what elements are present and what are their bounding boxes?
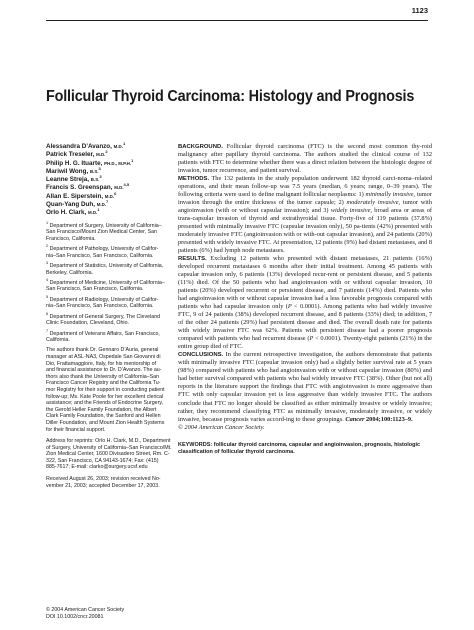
section-heading: BACKGROUND. [178, 144, 223, 150]
header-rule [46, 20, 428, 21]
abstract-conclusions: CONCLUSIONS. In the current retrospective investigation, the authors demonstrate that patients with minimally invasive FTC (capsular invasion only) had a slightly better survival rate at 5 years (98%) compared with patients who had angioinvasion with or without capsular invasion (80%) and had better survival compared with patients who had widely invasive FTC (38%). Other (but not all) reports in the literature support the findings that FTC with angioinvasion is more aggressive than FTC with only capsular invasion yet is less aggressive than widely invasive FTC. The authors conclude that FTC no longer should be classified as either minimally invasive or widely invasive; rather, they recommend classifying FTC as minimally invasive, moderately invasive, or widely invasive, because prognosis varies accord-ing to these groupings. Cancer 2004;100:1123–9. [178, 351, 432, 423]
author: Mariwil Wong, B.S.$^3$ [46, 165, 101, 175]
copyright-doi: © 2004 American Cancer Society DOI 10.1002/cncr.20081 [46, 607, 125, 620]
author: Alessandra D’Avanzo, M.D.$^1$ [46, 140, 126, 150]
author: Allan E. Siperstein, M.D.$^6$ [46, 190, 117, 200]
author: Francis S. Greenspan, M.D.$^{4,5}$ [46, 182, 130, 192]
section-heading: METHODS. [178, 176, 210, 183]
left-column [46, 140, 176, 489]
affiliation: $^2$ Department of Pathology, University of Califor- nia–San Francisco, San Francisco, California. [46, 244, 159, 259]
keywords: KEYWORDS: follicular thyroid carcinoma, capsular and angioinvasion, prognosis, histologic classification of follicular thyroid carcinoma. [178, 441, 421, 455]
received-dates: Received August 26, 2003; revision received No- vember 21, 2003; accepted December 17, 2003. [46, 476, 161, 489]
article-title: Follicular Thyroid Carcinoma: Histology and Prognosis [46, 88, 415, 105]
affiliation: $^7$ Department of Veterans Affairs, San Francisco, California. [46, 328, 160, 344]
author: Leanne Streja, B.S.$^3$ [46, 174, 102, 184]
author: Philip H. G. Ituarte, PH.D., M.P.H.$^1$ [46, 157, 134, 167]
abstract-methods: METHODS. The 132 patients in the study population underwent 182 thyroid carci-noma–related operations, and their mean follow-up was 7.5 years (median, 6 years; range, 0–39 years). The following criteria were used to define malignant follicular neoplasms: 1) minimally invasive, tumor invasion through the entire thickness of the tumor capsule; 2) moderately invasive, tumor with angioinvasion (with or without capsular invasion); and 3) widely invasive, broad area or areas of trans-capsular invasion of thyroid and extrathyroidal tissue. Forty-five of 119 patients (37.8%) presented with minimally invasive FTC (capsular invasion only), 50 pa-tients (42%) presented with moderately invasive FTC (angioinvasion with or with-out capsular invasion), and 24 patients (20%) presented with widely invasive FTC. At presentation, 12 patients (9%) had distant metastases, and 8 patients (6%) had lymph node metastases. [178, 175, 432, 255]
abstract-copyright: © 2004 American Cancer Society. [178, 423, 265, 431]
author: Quan-Yang Duh, M.D.$^7$ [46, 198, 109, 209]
section-heading: CONCLUSIONS. [178, 352, 224, 359]
affiliation: $^6$ Department of General Surgery, The Cleveland Clinic Foundation, Cleveland, Ohio. [46, 311, 161, 327]
author: Patrick Treseler, M.D.$^2$ [46, 149, 108, 159]
acknowledgment: The authors thank Dr. Gennaro D’Auria, general manager at ASL-NA3, Ospedale San Giovanni di Dio, Frattamaggiore, Italy, for his mentorship of and financial assistance to Dr. D’Avanzo. The au- thors also thank the University of California–San Francisco Cancer Registry and the California Tu- mor Registry for their support in conducting patient follow-up; Ms. Kate Poole for her excellent clerical assistance; and the Friends of Endocrine Surgery, the Gerold Heller Family Foundation, the Albert Clark Family Foundation, the Sanford and Hellen Diller Foundation, and Mount Zion Health Systems for their financial support. [46, 347, 165, 433]
affiliation: $^1$ Department of Surgery, University of California– San Francisco/Mount Zion Medical Center, San Francisco, California. [46, 220, 162, 242]
abstract [178, 143, 432, 456]
reprint-address: Address for reprints: Orlo H. Clark, M.D., Department of Surgery, University of California–San Francisco/Mt. Zion Medical Center, 1600 Divisadero Street, Rm. C- 322, San Francisco, CA 94143-1674; Fax: (415) 885-7617; E-mail: clarko@surgery.ucsf.edu [46, 438, 172, 471]
abstract-background: BACKGROUND. Follicular thyroid carcinoma (FTC) is the second most common thy-roid malignancy after papillary thyroid carcinoma. The authors studied the clinical course of 132 patients with FTC to determine whether there was a direct relation between the histologic degree of invasion, tumor recurrence, and patient survival. [178, 143, 432, 175]
page-number: 1123 [411, 6, 428, 15]
abstract-results: RESULTS. Excluding 12 patients who presented with distant metastases, 21 patients (16%) developed recurrent metastases 6 months after their initial treatment. Among 45 patients with capsular invasion only, 6 patients (13%) developed recur-rent or persistent disease, and 5 patients (11%) died. Of the 50 patients who had angioinvasion with or without capsular invasion, 10 patients (20%) developed recurrent or persistent disease, and 7 patients (14%) died. Patients who had angioinvasion with or without capsular invasion had a less favorable prognosis compared with patients who had capsular invasion only (P < 0.0001). Among patients who had widely invasive FTC, 9 of 24 patients (38%) developed recurrent disease, and 8 patients (33%) died; in addition, 7 of the other 24 patients (29%) had persistent disease and died. The overall death rate for patients with widely invasive FTC was 62%. Patients with persistent disease had a poorer prognosis compared with patients who had recurrent disease (P < 0.0001). Twenty-eight patients (21%) in the entire group died of FTC. [178, 255, 432, 351]
author-list [46, 140, 176, 218]
affiliation: $^3$ Department of Statistics, University of California, Berkeley, California. [46, 261, 164, 276]
citation: 2004;100:1123–9. [364, 415, 413, 423]
affiliation: $^4$ Department of Medicine, University of California– San Francisco, San Francisco, California. [46, 278, 165, 293]
section-heading: RESULTS. [178, 256, 207, 263]
journal-name: Cancer [345, 415, 365, 423]
affiliation: $^5$ Department of Radiology, University of Califor- nia–San Francisco, San Francisco, California. [46, 295, 159, 310]
affiliations [46, 220, 176, 344]
author: Orlo H. Clark, M.D.$^1$ [46, 207, 100, 217]
